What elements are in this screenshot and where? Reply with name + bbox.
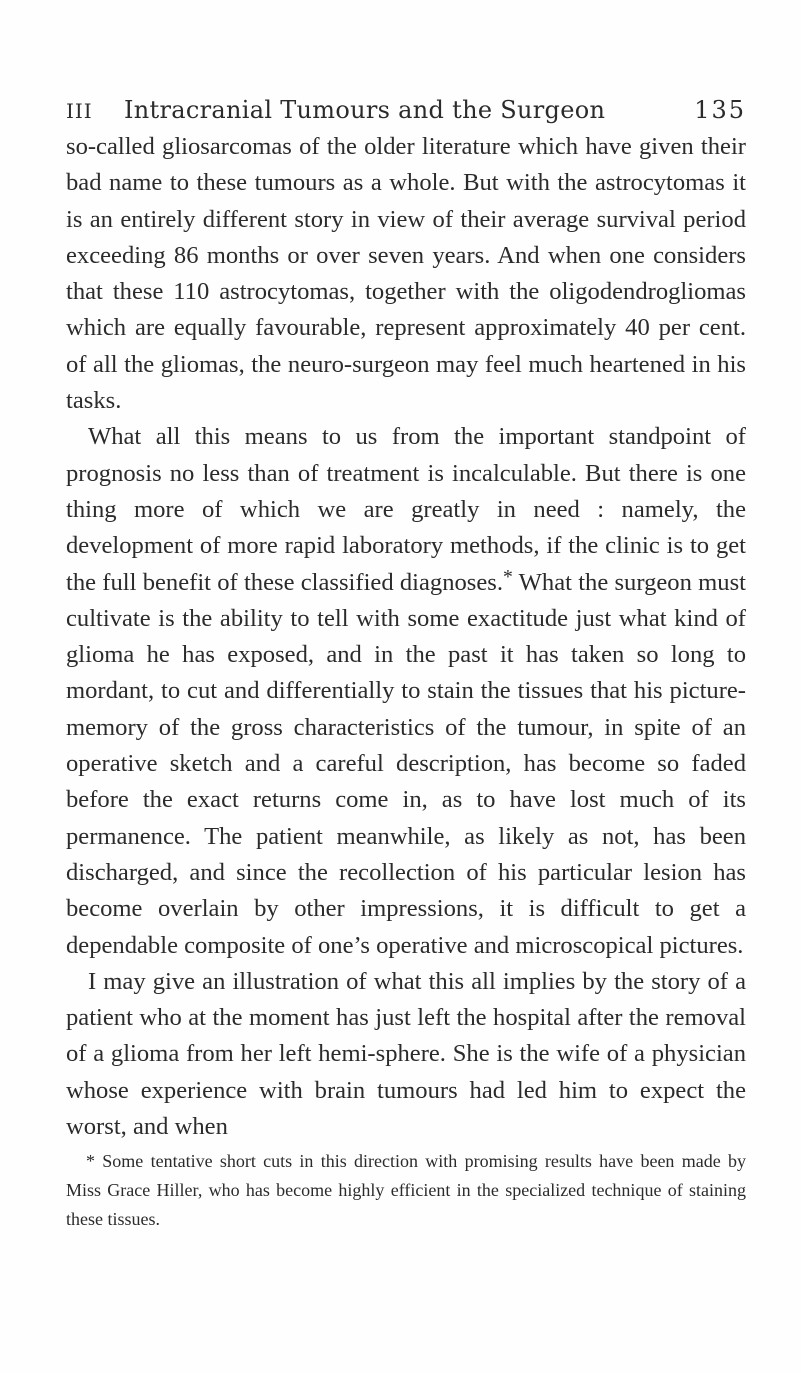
running-head	[66, 92, 746, 129]
running-title: Intracranial Tumours and the Surgeon	[124, 96, 606, 124]
paragraph-3: I may give an illustration of what this all implies by the story of a patient who at the moment has just left the hospital after the removal of a glioma from her left hemi-sphere. She is the wife of a physician whose experience with brain tumours had led him to expect the worst, and when	[66, 967, 746, 1141]
paragraph-1: so-called gliosarcomas of the older literature which have given their bad name to these tumours as a whole. But with the astrocytomas it is an entirely different story in view of their average survival period exceeding 86 months or over seven years. And when one considers that these 110 astrocytomas, together with the oligodendrogliomas which are equally favourable, represent approximately 40 per cent. of all the gliomas, the neuro-surgeon may feel much heartened in his tasks.	[66, 133, 746, 415]
paragraph-2-text-b: What the surgeon must cultivate is the ability to tell with some exactitude just what kind of glioma he has exposed, and in the past it has taken so long to mordant, to cut and differentially to stain the tissues that his picture-memory of the gross characteristics of the tumour, in spite of an operative sketch and a careful description, has become so faded before the exact returns come in, as to have lost much of its permanence. The patient meanwhile, as likely as not, has been discharged, and since the recollection of his particular lesion has become overlain by other impressions, it is difficult to get a dependable composite of one’s operative and microscopical pictures.	[66, 568, 746, 959]
book-page	[66, 92, 746, 1234]
page-number: 135	[694, 96, 746, 124]
footnote-text	[66, 1147, 746, 1234]
paragraph-2-text-a: What all this means to us from the important standpoint of prognosis no less than of treatment is incalculable. But there is one thing more of which we are greatly in need : namely, the development of more rapid laboratory methods, if the clinic is to get the full benefit of these classified diagnoses.	[66, 423, 746, 596]
paragraph-2	[66, 419, 746, 963]
footnote-mark: *	[86, 1151, 95, 1172]
footnote	[66, 1147, 746, 1234]
chapter-number: III	[66, 99, 93, 123]
footnote-body: Some tentative short cuts in this direction with promising results have been made by Miss Grace Hiller, who has become highly efficient in the specialized technique of staining these tissues.	[66, 1151, 746, 1230]
footnote-reference-mark: *	[503, 565, 513, 588]
body-text	[66, 129, 746, 1145]
